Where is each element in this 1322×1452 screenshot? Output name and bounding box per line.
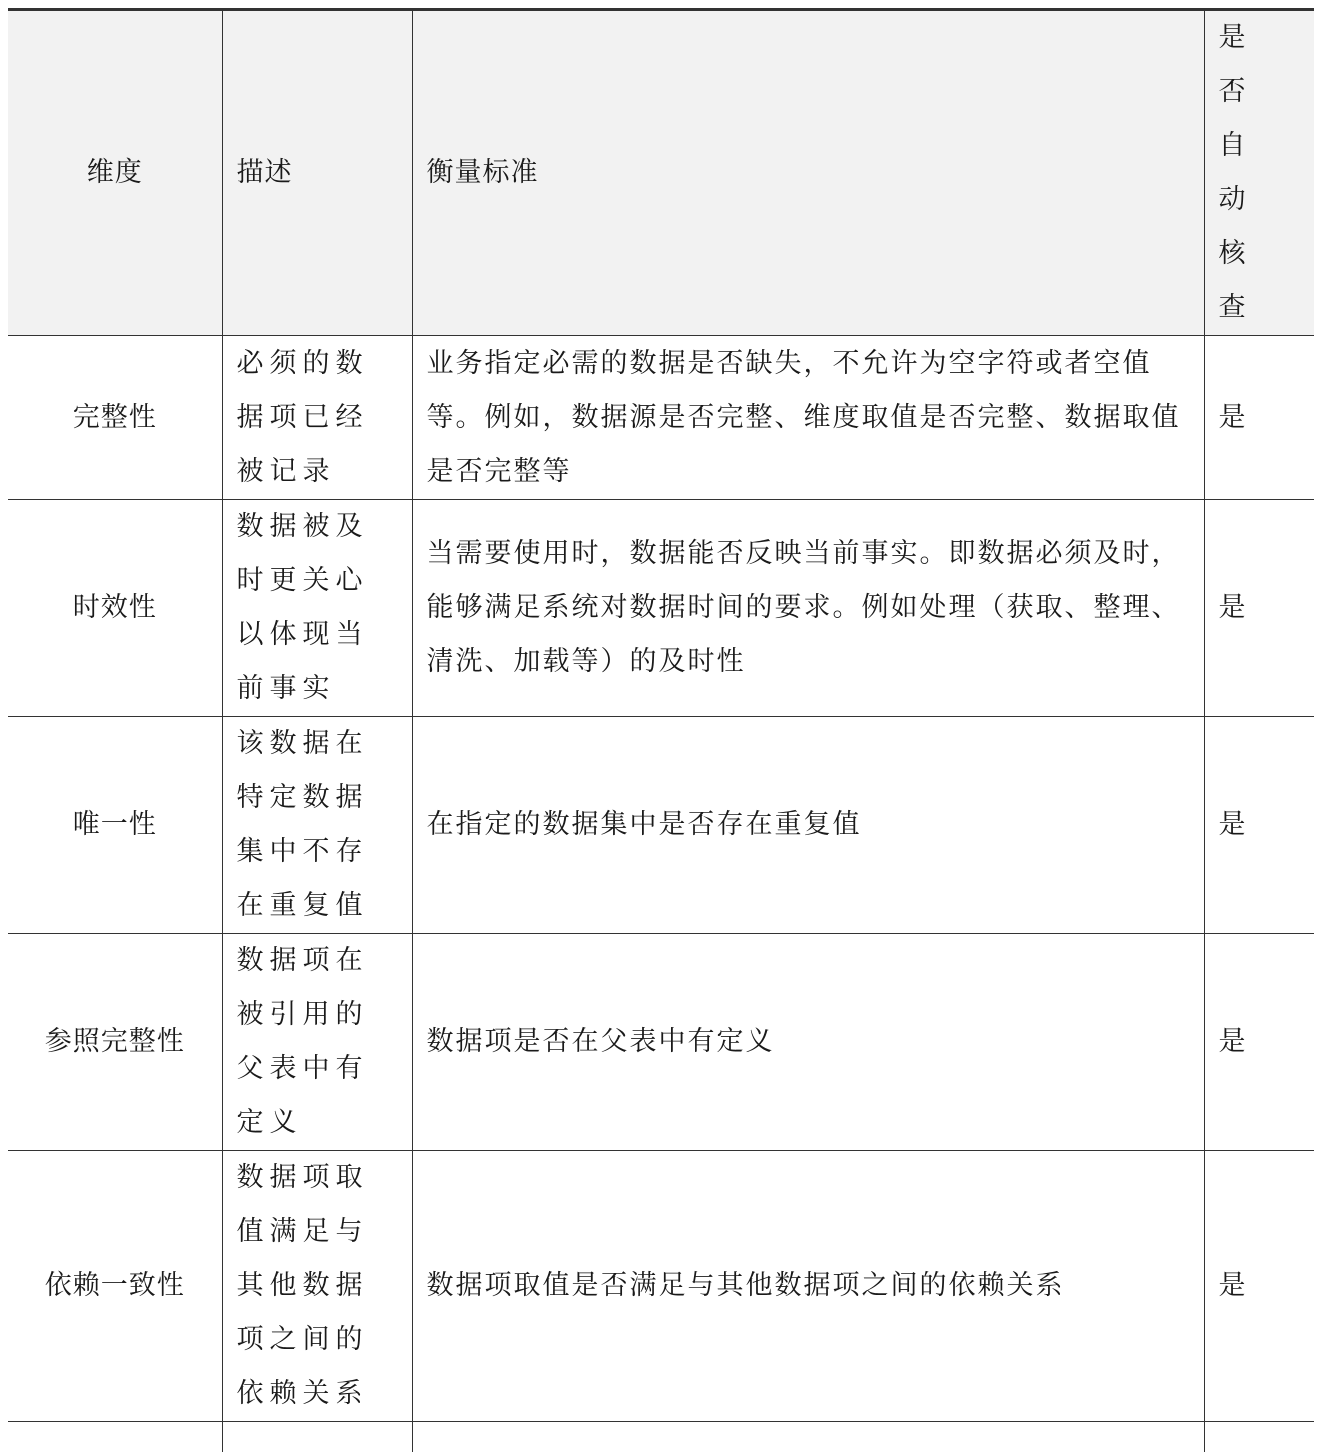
cell-dimension: 唯一性 xyxy=(8,717,222,934)
table-row xyxy=(8,500,1314,717)
data-quality-table xyxy=(8,8,1314,1452)
cell-criteria: 当需要使用时，数据能否反映当前事实。即数据必须及时，能够满足系统对数据时间的要求。例如处理（获取、整理、清洗、加载等）的及时性 xyxy=(412,500,1204,717)
cell-auto-check: 是 xyxy=(1204,500,1314,717)
cell-empty xyxy=(412,1422,1204,1452)
cell-description: 该数据在特定数据集中不存在重复值 xyxy=(222,717,412,934)
cell-description: 数据项取值满足与其他数据项之间的依赖关系 xyxy=(222,1151,412,1422)
cell-criteria: 业务指定必需的数据是否缺失，不允许为空字符或者空值等。例如，数据源是否完整、维度取值是否完整、数据取值是否完整等 xyxy=(412,336,1204,500)
table-row xyxy=(8,934,1314,1151)
cell-empty xyxy=(8,1422,222,1452)
table-row xyxy=(8,717,1314,934)
cell-dimension: 依赖一致性 xyxy=(8,1151,222,1422)
header-criteria: 衡量标准 xyxy=(412,10,1204,336)
cell-auto-check: 是 xyxy=(1204,934,1314,1151)
cell-criteria: 数据项是否在父表中有定义 xyxy=(412,934,1204,1151)
cell-auto-check: 是 xyxy=(1204,717,1314,934)
data-quality-table-container xyxy=(8,8,1314,1452)
table-row xyxy=(8,336,1314,500)
cell-criteria: 在指定的数据集中是否存在重复值 xyxy=(412,717,1204,934)
table-header xyxy=(8,10,1314,336)
cell-dimension: 参照完整性 xyxy=(8,934,222,1151)
cell-auto-check: 是 xyxy=(1204,1151,1314,1422)
cell-description: 必须的数据项已经被记录 xyxy=(222,336,412,500)
cell-criteria: 数据项取值是否满足与其他数据项之间的依赖关系 xyxy=(412,1151,1204,1422)
header-dimension: 维度 xyxy=(8,10,222,336)
table-row xyxy=(8,1151,1314,1422)
cell-description: 数据项在被引用的父表中有定义 xyxy=(222,934,412,1151)
header-description: 描述 xyxy=(222,10,412,336)
cell-description: 数据被及时更关心以体现当前事实 xyxy=(222,500,412,717)
table-row-partial xyxy=(8,1422,1314,1452)
cell-auto-check: 是 xyxy=(1204,336,1314,500)
header-auto-check: 是否自动核查 xyxy=(1204,10,1314,336)
cell-empty xyxy=(1204,1422,1314,1452)
cell-empty xyxy=(222,1422,412,1452)
header-row xyxy=(8,10,1314,336)
table-body xyxy=(8,336,1314,1452)
cell-dimension: 时效性 xyxy=(8,500,222,717)
cell-dimension: 完整性 xyxy=(8,336,222,500)
